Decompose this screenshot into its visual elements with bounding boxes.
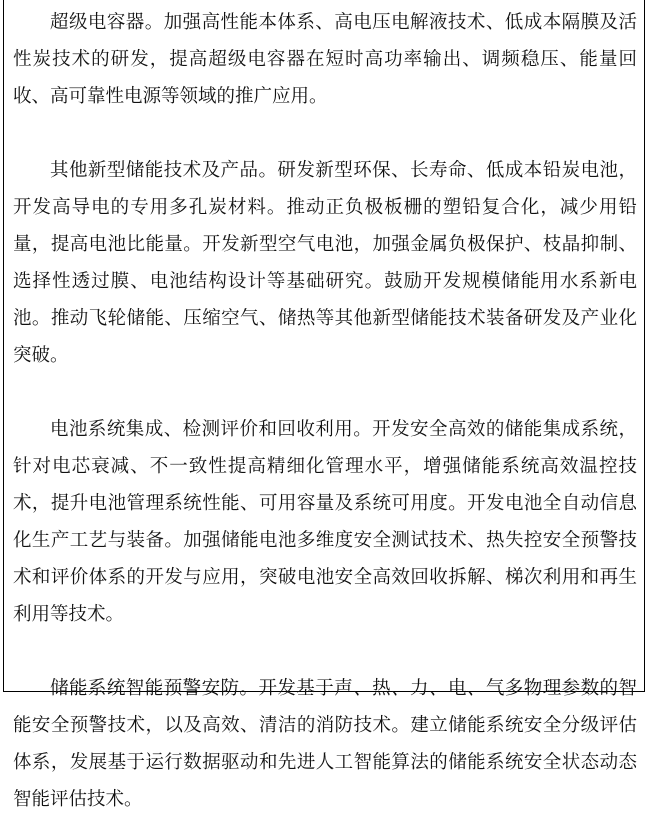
paragraph-gap bbox=[13, 633, 637, 670]
paragraph-gap bbox=[13, 115, 637, 152]
paragraph-gap bbox=[13, 374, 637, 411]
paragraph-supercapacitor: 超级电容器。加强高性能本体系、高电压电解液技术、低成本隔膜及活性炭技术的研发，提高超级电容器在短时高功率输出、调频稳压、能量回收、高可靠性电源等领域的推广应用。 bbox=[13, 12, 637, 107]
paragraph-safety-warning: 储能系统智能预警安防。开发基于声、热、力、电、气多物理参数的智能安全预警技术，以及高效、清洁的消防技术。建立储能系统安全分级评估体系，发展基于运行数据驱动和先进人工智能算法的储能系统安全状态动态智能评估技术。 bbox=[13, 678, 637, 810]
document-body bbox=[13, 4, 637, 818]
paragraph-other-storage: 其他新型储能技术及产品。研发新型环保、长寿命、低成本铅炭电池，开发高导电的专用多孔炭材料。推动正负极板栅的塑铅复合化，减少用铅量，提高电池比能量。开发新型空气电池，加强金属负极保护、枝晶抑制、选择性透过膜、电池结构设计等基础研究。鼓励开发规模储能用水系新电池。推动飞轮储能、压缩空气、储热等其他新型储能技术装备研发及产业化突破。 bbox=[13, 160, 637, 366]
paragraph-battery-integration: 电池系统集成、检测评价和回收利用。开发安全高效的储能集成系统，针对电芯衰减、不一致性提高精细化管理水平，增强储能系统高效温控技术，提升电池管理系统性能、可用容量及系统可用度。开发电池全自动信息化生产工艺与装备。加强储能电池多维度安全测试技术、热失控安全预警技术和评价体系的开发与应用，突破电池安全高效回收拆解、梯次利用和再生利用等技术。 bbox=[13, 419, 637, 625]
